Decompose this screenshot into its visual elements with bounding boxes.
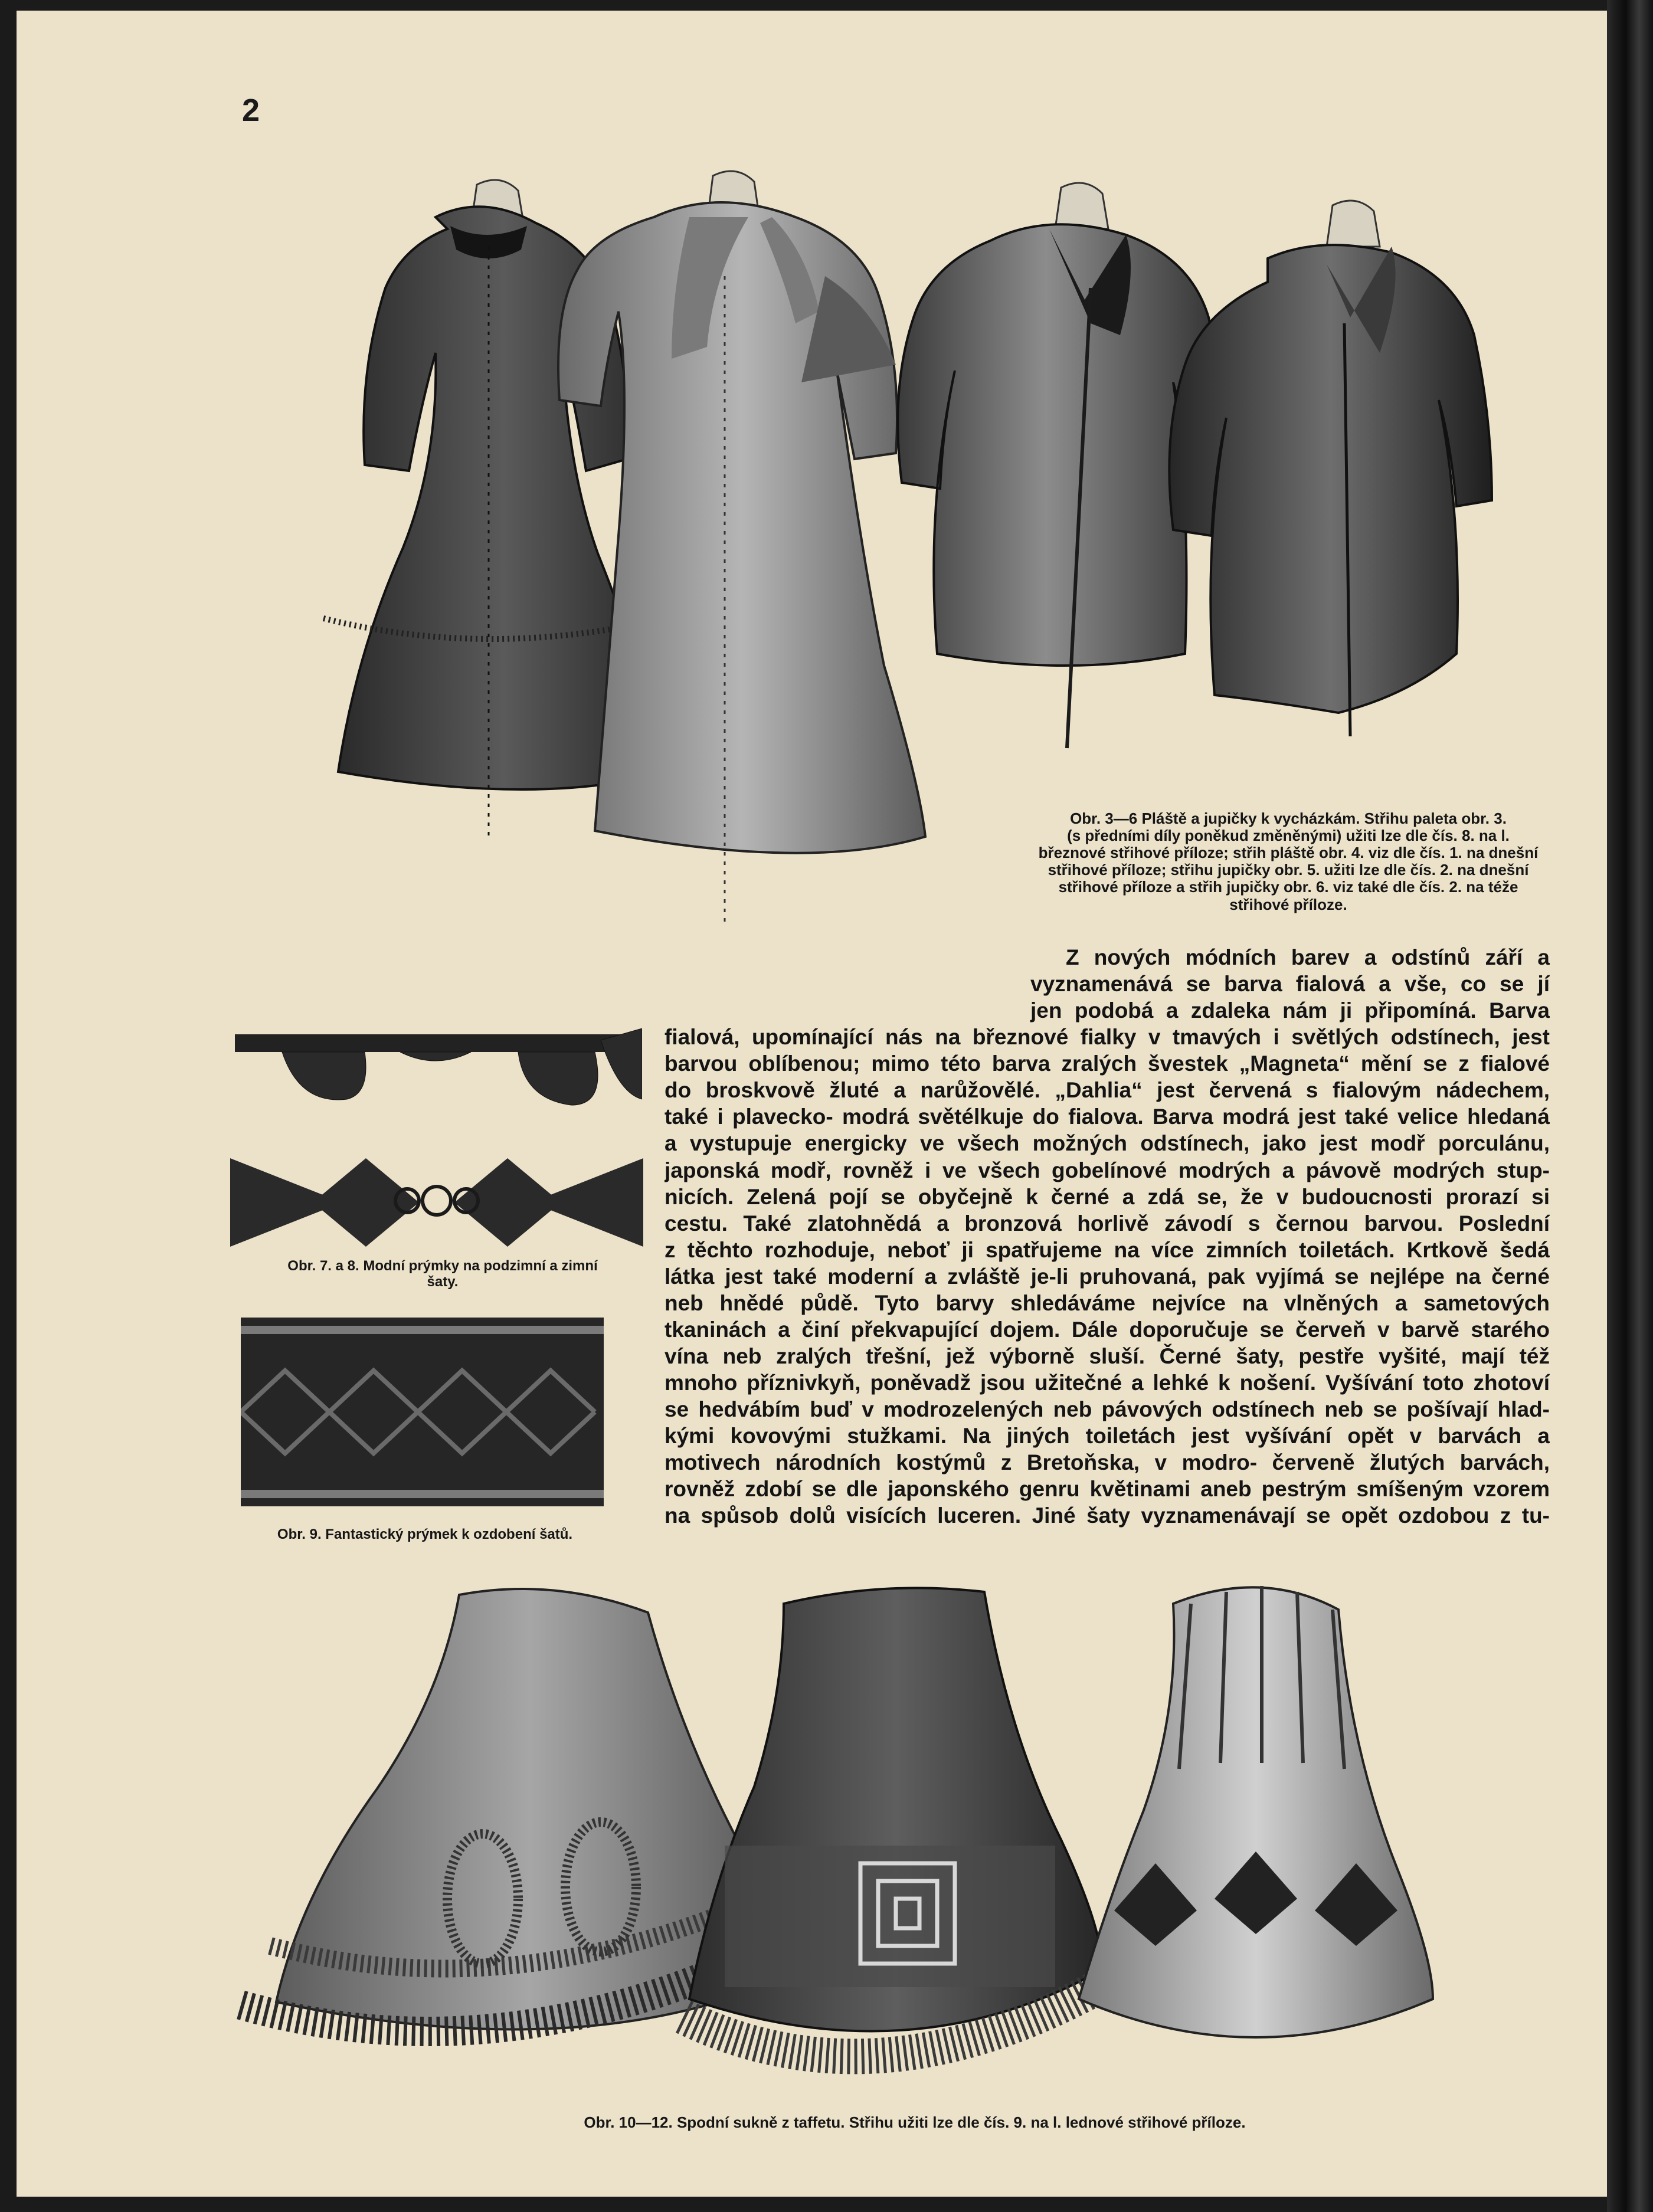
article-line: jen podobá a zdaleka nám ji připomíná. Barva <box>1030 998 1550 1023</box>
article-line: barvou oblíbenou; mimo této barva zralých švestek „Magneta“ mění se z fialové <box>665 1051 1550 1076</box>
article-line: tkaninách a činí překvapující dojem. Dále doporučuje se červeň v barvě starého <box>665 1317 1550 1342</box>
skirt-figure-11 <box>683 1588 1108 2056</box>
article-line: látka jest také moderní a zvláště je-li pruhovaná, pak vyjímá se nejlépe na černé <box>665 1264 1550 1289</box>
article-text <box>665 944 1550 1529</box>
article-line: vína neb zralých třešní, jež výborně sluší. Černé šaty, pestře vyšité, mají též <box>665 1343 1550 1368</box>
skirts-illustration <box>235 1568 1557 2105</box>
skirt-figure-12 <box>1079 1586 1433 2037</box>
braid-illustration <box>241 1318 604 1506</box>
skirts-caption: Obr. 10—12. Spodní sukně z taffetu. Střihu užiti lze dle čís. 9. na l. lednové střihové příloze. <box>584 2113 1246 2131</box>
article-line: nicích. Zelená pojí se obyčejně k černé a zdá se, že v budoucnosti prorazí si <box>665 1184 1550 1209</box>
braid-caption: Obr. 9. Fantastický prýmek k ozdobení šatů. <box>277 1526 573 1542</box>
trim-illustration-8 <box>230 1146 643 1253</box>
article-line: se hedvábím buď v modrozelených neb pávových odstínech neb se pošívají hlad- <box>665 1397 1550 1422</box>
article-line: mnoho příznivkyň, poněvadž jsou užitečné a lehké k nošení. Vyšívání toto zhotoví <box>665 1371 1550 1395</box>
article-line: motivech národních kostýmů z Bretoňska, v modro- červeně žlutých barvách, <box>665 1450 1550 1475</box>
article-line: vyznamenává se barva fialová a vše, co se jí <box>1030 972 1550 997</box>
article-line: na spůsob dolů visících luceren. Jiné šaty vyznamenávají se opět ozdobou z tu- <box>665 1503 1550 1528</box>
magazine-page <box>17 11 1607 2197</box>
article-line: do broskvově žluté a narůžovělé. „Dahlia“ jest červená s fialovým nádechem, <box>665 1078 1550 1103</box>
article-line: z těchto rozhoduje, neboť ji spatřujeme na více zimních toiletách. Krtkově šedá <box>665 1237 1550 1262</box>
book-binding-edge <box>1607 0 1653 2212</box>
coat-figure-4 <box>558 171 925 925</box>
article-line: neb hnědé půdě. Tyto barvy shledáváme nejvíce na vlněných a sametových <box>665 1290 1550 1315</box>
trims-caption: Obr. 7. a 8. Modní prýmky na podzimní a zimní šaty. <box>287 1258 598 1290</box>
jacket-figure-6 <box>1169 201 1492 736</box>
article-line: také i plavecko- modrá světélkuje do fialova. Barva modrá jest také velice hledaná <box>665 1105 1550 1129</box>
article-line: rovněž zdobí se dle japonského genru květinami aneb pestrým smíšeným vzorem <box>665 1477 1550 1502</box>
trim-illustration-7 <box>235 1028 642 1117</box>
article-line: a vystupuje energicky ve všech možných odstínech, jako jest modř porculánu, <box>665 1131 1550 1156</box>
article-line: fialová, upomínající nás na březnové fialky v tmavých i světlých odstínech, jest <box>665 1025 1550 1050</box>
article-line: cestu. Také zlatohnědá a bronzová horlivě závodí s černou barvou. Poslední <box>665 1211 1550 1236</box>
article-line: japonská modř, rovněž i ve všech gobelínové modrých a pávově modrých stup- <box>665 1158 1550 1182</box>
article-line: Z nových módních barev a odstínů září a <box>1066 945 1550 969</box>
page-number: 2 <box>242 93 260 128</box>
article-line: kými kovovými stužkami. Na jiných toiletách jest vyšívání opět v barvách a <box>665 1424 1550 1449</box>
coats-caption: Obr. 3—6 Pláště a jupičky k vycházkám. Střihu paleta obr. 3. (s předními díly poněkud změněnými) užiti lze dle čís. 8. na l. březnové střihové příloze; střih pláště obr. 4. viz dle čís. 1. na dnešní střihové příloze; střihu jupičky obr. 5. užiti lze dle čís. 2. na dnešní střihové příloze a střih jupičky obr. 6. viz také dle čís. 2. na téže střihové příloze. <box>1038 810 1539 913</box>
